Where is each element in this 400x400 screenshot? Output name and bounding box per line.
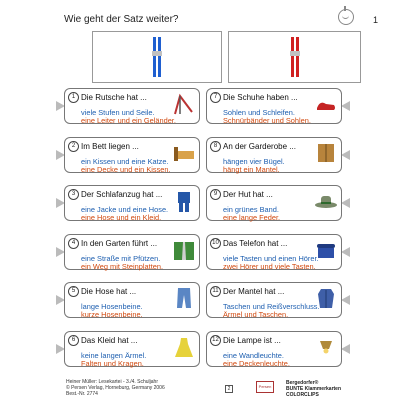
card-number: 8: [210, 141, 221, 152]
worksheet-page: [28, 0, 379, 400]
answer-orange: zwei Hörer und viele Tasten.: [223, 261, 316, 271]
red-clothespin-icon[interactable]: [290, 37, 300, 77]
answer-blue: keine langen Ärmel.: [81, 350, 147, 360]
answer-orange: hängt ein Mantel.: [223, 164, 280, 174]
card-number: 11: [210, 286, 221, 297]
sentence-card-12[interactable]: [206, 331, 342, 367]
sentence-start: An der Garderobe ...: [223, 141, 296, 151]
card-number: 3: [68, 189, 79, 200]
footer-page-box: 2: [225, 385, 233, 393]
card-number: 10: [210, 238, 221, 249]
card-number: 4: [68, 238, 79, 249]
sentence-card-3[interactable]: [64, 185, 200, 221]
blue-peg-box: [92, 31, 222, 83]
card-number: 6: [68, 335, 79, 346]
sentence-start: Der Schlafanzug hat ...: [81, 190, 163, 199]
dress-icon: [172, 335, 196, 359]
sentence-card-9[interactable]: [206, 185, 342, 221]
card-notch: [341, 101, 350, 111]
sentence-card-8[interactable]: [206, 137, 342, 173]
answer-blue: ein Kissen und eine Katze.: [81, 156, 169, 166]
answer-orange: eine Deckenleuchte.: [223, 358, 290, 368]
card-number: 2: [68, 141, 79, 152]
sentence-start: Das Kleid hat ...: [81, 335, 138, 345]
sentence-start: Die Schuhe haben ...: [223, 93, 298, 102]
sentence-start: In den Garten führt ...: [81, 238, 158, 248]
red-peg-box: [228, 31, 361, 83]
card-notch: [341, 247, 350, 257]
footer-credits: Heiner Müller: Lesekartei - 3./4. Schuljahr © Persen Verlag, Horneburg, Germany 2006 Best.-Nr. 2774: [66, 379, 165, 397]
card-notch: [341, 295, 350, 305]
sentence-start: Die Hose hat ...: [81, 287, 137, 296]
worksheet-title: Wie geht der Satz weiter?: [64, 14, 179, 25]
card-notch: [341, 198, 350, 208]
answer-blue: ein grünes Band.: [223, 205, 279, 214]
sentence-card-6[interactable]: [64, 331, 200, 367]
card-number: 5: [68, 286, 79, 297]
answer-blue: Taschen und Reißverschluss.: [223, 302, 320, 311]
answer-orange: kurze Hosenbeine.: [81, 310, 143, 319]
answer-blue: viele Tasten und einen Hörer.: [223, 253, 319, 263]
apple-icon: [338, 9, 354, 25]
answer-blue: Sohlen und Schleifen.: [223, 108, 295, 117]
pajamas-icon: [172, 189, 196, 213]
answer-blue: eine Jacke und eine Hose.: [81, 205, 169, 214]
trousers-icon: [172, 286, 196, 310]
sentence-start: Die Lampe ist ...: [223, 335, 281, 345]
sentence-start: Die Rutsche hat ...: [81, 93, 147, 102]
answer-orange: eine Hose und ein Kleid.: [81, 213, 162, 222]
card-notch: [341, 344, 350, 354]
answer-blue: eine Straße mit Pfützen.: [81, 253, 161, 263]
card-number: 7: [210, 92, 221, 103]
sentence-card-2[interactable]: [64, 137, 200, 173]
sentence-card-5[interactable]: [64, 282, 200, 318]
wardrobe-icon: [314, 141, 338, 165]
sentence-start: Das Telefon hat ...: [223, 238, 288, 248]
hat-icon: [314, 189, 338, 213]
sentence-card-7[interactable]: [206, 88, 342, 124]
answer-blue: lange Hosenbeine.: [81, 302, 143, 311]
slide-icon: [172, 92, 196, 116]
card-number: 9: [210, 189, 221, 200]
lamp-icon: [314, 335, 338, 359]
answer-orange: Ärmel und Taschen.: [223, 310, 289, 319]
answer-orange: ein Weg mit Steinplatten.: [81, 261, 164, 271]
bed-icon: [172, 141, 196, 165]
garden-path-icon: [172, 238, 196, 262]
shoe-icon: [314, 92, 338, 116]
sentence-card-11[interactable]: [206, 282, 342, 318]
answer-orange: Schnürbänder und Sohlen.: [223, 116, 311, 125]
answer-orange: eine lange Feder.: [223, 213, 281, 222]
card-number: 1: [68, 92, 79, 103]
answer-blue: hängen vier Bügel.: [223, 156, 285, 166]
sentence-card-10[interactable]: [206, 234, 342, 270]
answer-orange: Falten und Kragen.: [81, 358, 144, 368]
answer-orange: eine Leiter und ein Geländer.: [81, 116, 176, 125]
answer-blue: viele Stufen und Seile.: [81, 108, 155, 117]
persen-logo: Persen: [256, 381, 274, 393]
card-notch: [341, 150, 350, 160]
sentence-start: Der Mantel hat ...: [223, 287, 285, 296]
page-number: 1: [373, 15, 379, 25]
blue-clothespin-icon[interactable]: [152, 37, 162, 77]
card-number: 12: [210, 335, 221, 346]
sentence-start: Der Hut hat ...: [223, 190, 273, 199]
answer-orange: eine Decke und ein Kissen.: [81, 164, 171, 174]
sentence-card-4[interactable]: [64, 234, 200, 270]
answer-blue: eine Wandleuchte.: [223, 350, 284, 360]
sentence-start: Im Bett liegen ...: [81, 141, 139, 151]
sentence-card-1[interactable]: [64, 88, 200, 124]
publisher-label: Bergedorfer® BUNTE Klammerkarten COLORCLIPS: [286, 380, 342, 398]
